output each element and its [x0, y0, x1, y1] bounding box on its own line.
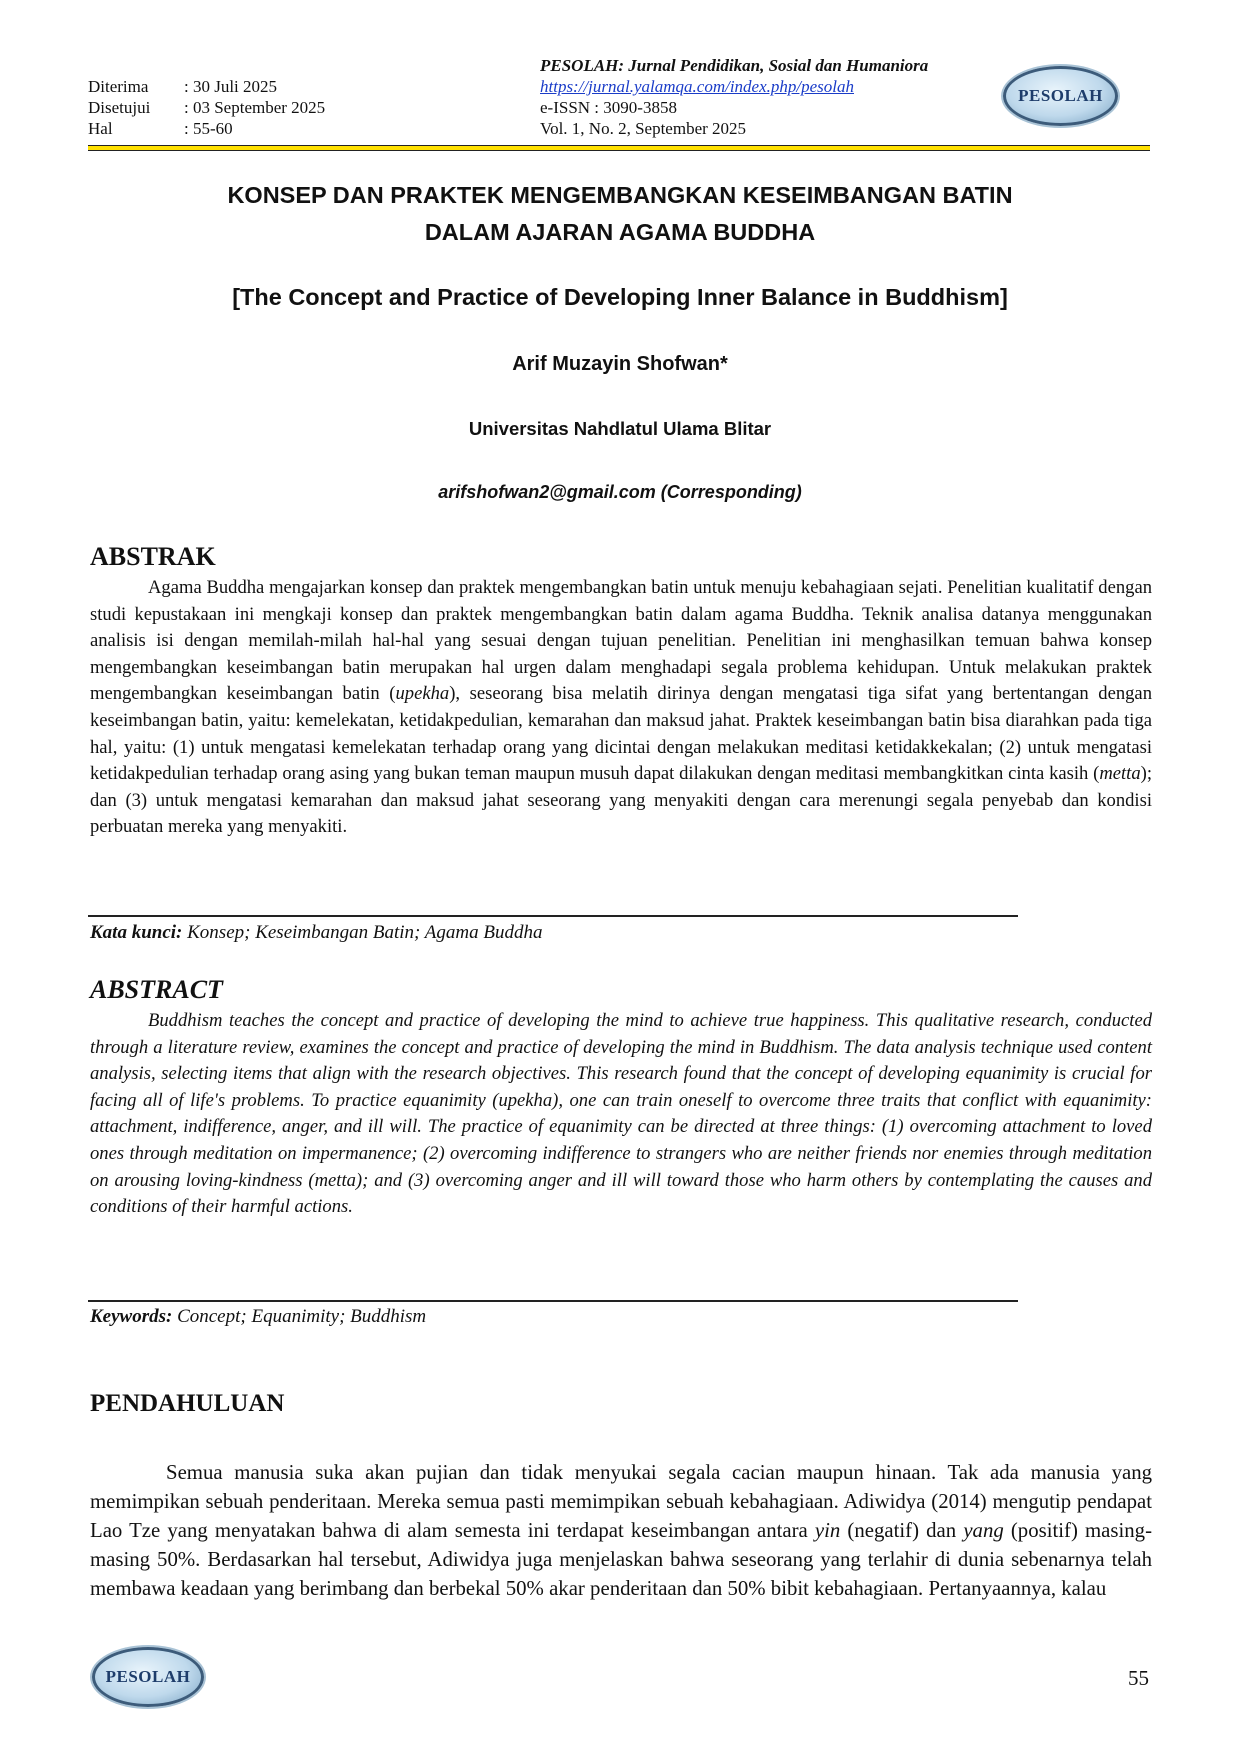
abstrak-heading: ABSTRAK: [90, 542, 216, 571]
pendahuluan-term-yang: yang: [963, 1519, 1004, 1542]
journal-eissn: e-ISSN : 3090-3858: [540, 98, 677, 117]
pendahuluan-text-2: (negatif) dan: [840, 1519, 964, 1542]
meta-value: : 03 September 2025: [184, 98, 326, 117]
meta-received: [88, 76, 325, 97]
keywords: [90, 1306, 426, 1328]
keywords-values: Concept; Equanimity; Buddhism: [172, 1306, 427, 1327]
abstrak-paragraph: [90, 575, 1152, 841]
meta-label: Disetujui: [88, 98, 151, 117]
abstrak-text-3: ); dan (3) untuk mengatasi kemarahan dan maksud jahat seseorang yang menyakiti dengan cara merenungi segala penyebab dan kondisi perbuatan mereka yang menyakiti.: [90, 763, 1152, 838]
kata-kunci: [90, 922, 542, 944]
pendahuluan-text-1: Semua manusia suka akan pujian dan tidak menyukai segala cacian maupun hinaan. Tak ada manusia yang memimpikan sebuah penderitaan. Mereka semua pasti memimpikan sebuah kebahagiaan. Adiwidya (2014) mengutip pendapat Lao Tze yang menyatakan bahwa di alam semesta ini terdapat keseimbangan antara: [90, 1461, 1152, 1542]
journal-url-link[interactable]: https://jurnal.yalamqa.com/index.php/pesolah: [540, 77, 854, 96]
abstract-divider: [88, 1300, 1018, 1302]
abstrak-term-upekha: upekha: [395, 683, 450, 705]
page-number: 55: [1128, 1666, 1149, 1690]
article-title: [0, 177, 1240, 251]
meta-label: Hal: [88, 119, 113, 138]
footer-journal-logo: [92, 1647, 204, 1707]
pendahuluan-heading: PENDAHULUAN: [90, 1390, 285, 1417]
abstract-heading: ABSTRACT: [90, 975, 223, 1004]
pendahuluan-text-3: (positif) masing-masing 50%. Berdasarkan hal tersebut, Adiwidya juga menjelaskan bahwa seseorang yang terlahir di dunia sebenarnya telah membawa keadaan yang berimbang dan berbekal 50% akar penderitaan dan 50% bibit kebahagiaan. Pertanyaannya, kalau: [90, 1519, 1152, 1600]
meta-approved: [88, 97, 325, 118]
footer-logo-text: PESOLAH: [105, 1667, 191, 1686]
abstrak-term-metta: metta: [1099, 763, 1141, 785]
journal-info: [540, 55, 928, 139]
pendahuluan-paragraph: [90, 1458, 1152, 1603]
author-email: arifshofwan2@gmail.com (Corresponding): [438, 482, 802, 502]
journal-volume: Vol. 1, No. 2, September 2025: [540, 119, 747, 138]
meta-value: : 30 Juli 2025: [184, 77, 278, 96]
header-divider: [88, 145, 1150, 151]
abstract-paragraph: Buddhism teaches the concept and practice of developing the mind to achieve true happiness. This qualitative research, conducted through a literature review, examines the concept and practice of developing the mind in Buddhism. The data analysis technique used content analysis, selecting items that align with the research objectives. This research found that the concept of developing equanimity is crucial for facing all of life's problems. To practice equanimity (upekha), one can train oneself to overcome three traits that conflict with equanimity: attachment, indifference, anger, and ill will. The practice of equanimity can be directed at three things: (1) overcoming attachment to loved ones through meditation on impermanence; (2) overcoming indifference to strangers who are neither friends nor enemies through meditation on arousing loving-kindness (metta); and (3) overcoming anger and ill will toward those who harm others by contemplating the causes and conditions of their harmful actions.: [90, 1010, 1152, 1218]
keywords-label: Keywords:: [90, 1306, 173, 1327]
kata-kunci-values: Konsep; Keseimbangan Batin; Agama Buddha: [182, 922, 543, 943]
logo-text: PESOLAH: [1018, 86, 1103, 105]
journal-title: PESOLAH: Jurnal Pendidikan, Sosial dan Humaniora: [540, 56, 929, 75]
article-title-line-2: DALAM AJARAN AGAMA BUDDHA: [424, 219, 816, 245]
abstrak-text-1: Agama Buddha mengajarkan konsep dan praktek mengembangkan batin untuk menuju kebahagiaan sejati. Penelitian kualitatif dengan studi kepustakaan ini mengkaji konsep dan praktek mengembangkan batin dalam agama Buddha. Teknik analisa datanya menggunakan analisis isi dengan memilah-milah hal-hal yang sesuai dengan tujuan penelitian. Penelitian ini menghasilkan temuan bahwa konsep mengembangkan keseimbangan batin merupakan hal urgen dalam menghadapi segala problema kehidupan. Untuk melakukan praktek mengembangkan keseimbangan batin (: [90, 577, 1152, 705]
pendahuluan-term-yin: yin: [814, 1519, 841, 1542]
meta-label: Diterima: [88, 77, 149, 96]
author-name: Arif Muzayin Shofwan*: [512, 353, 728, 375]
article-title-line-1: KONSEP DAN PRAKTEK MENGEMBANGKAN KESEIMBANGAN BATIN: [227, 182, 1013, 208]
journal-logo: [1003, 66, 1118, 126]
author-affiliation: Universitas Nahdlatul Ulama Blitar: [468, 418, 772, 439]
abstrak-text-2: ), seseorang bisa melatih dirinya dengan mengatasi tiga sifat yang bertentangan dengan keseimbangan batin, yaitu: kemelekatan, ketidakpedulian, kemarahan dan maksud jahat. Praktek keseimbangan batin bisa diarahkan pada tiga hal, yaitu: (1) untuk mengatasi kemelekatan terhadap orang yang dicintai dengan melakukan meditasi ketidakkekalan; (2) untuk mengatasi ketidakpedulian terhadap orang asing yang bukan teman maupun musuh dapat dilakukan dengan meditasi membangkitkan cinta kasih (: [90, 683, 1152, 785]
submission-meta: [88, 76, 325, 139]
kata-kunci-label: Kata kunci:: [90, 922, 183, 943]
article-title-english: [The Concept and Practice of Developing Inner Balance in Buddhism]: [232, 284, 1008, 310]
meta-value: : 55-60: [184, 119, 233, 138]
meta-pages: [88, 118, 325, 139]
abstrak-divider: [88, 915, 1018, 917]
